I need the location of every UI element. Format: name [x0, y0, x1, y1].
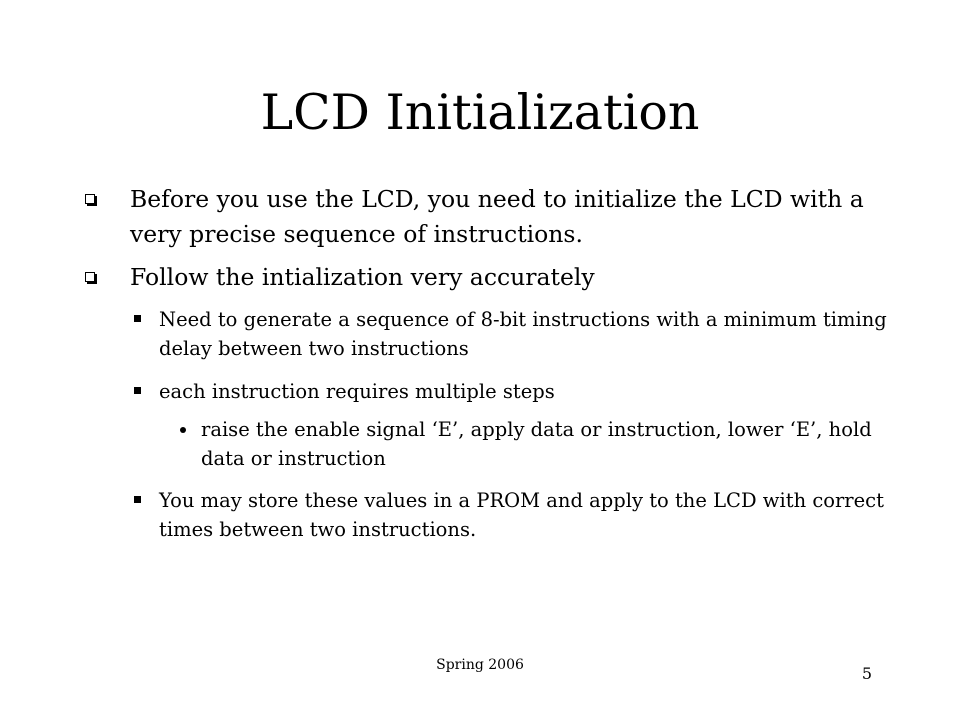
filled-square-bullet-icon — [134, 315, 141, 322]
sub-sub-bullet-item — [175, 415, 915, 473]
sub-bullet-item — [130, 486, 910, 544]
slide-title: LCD Initialization — [260, 84, 700, 141]
slide-footer: Spring 2006 — [436, 657, 524, 673]
hollow-square-bullet-icon — [85, 272, 95, 282]
sub-bullet-text: You may store these values in a PROM and apply to the LCD with correct times between two instructions. — [159, 489, 884, 541]
sub-bullet-item — [130, 377, 910, 406]
hollow-square-bullet-icon — [85, 194, 95, 204]
bullet-item — [85, 260, 865, 295]
sub-bullet-text: Need to generate a sequence of 8-bit instructions with a minimum timing delay between two instructions — [159, 308, 887, 360]
sub-sub-bullet-text: raise the enable signal ‘E’, apply data or instruction, lower ‘E’, hold data or instruction — [201, 418, 872, 470]
filled-square-bullet-icon — [134, 496, 141, 503]
page-number: 5 — [861, 664, 872, 683]
bullet-item — [85, 182, 865, 252]
dot-bullet-icon — [180, 427, 186, 433]
bullet-text: Follow the intialization very accurately — [130, 263, 595, 291]
bullet-text: Before you use the LCD, you need to initialize the LCD with a very precise sequence of instructions. — [130, 185, 864, 248]
filled-square-bullet-icon — [134, 387, 141, 394]
sub-bullet-item — [130, 305, 910, 363]
sub-bullet-text: each instruction requires multiple steps — [159, 380, 555, 403]
